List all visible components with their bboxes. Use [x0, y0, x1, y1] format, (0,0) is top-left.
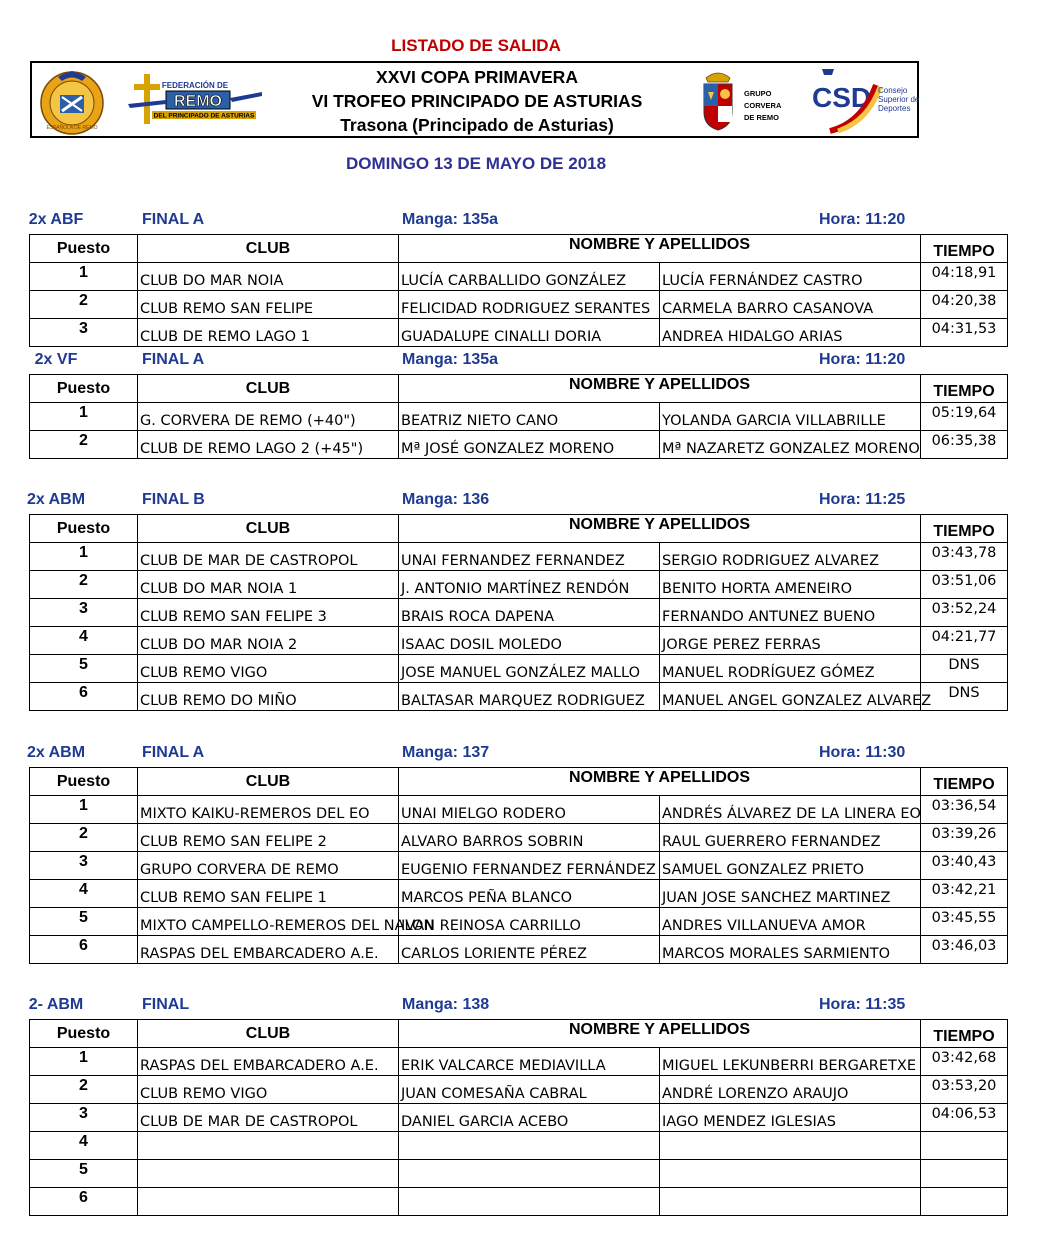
race-final: FINAL A [142, 211, 205, 228]
time-cell: DNS [921, 683, 1008, 711]
table-header-row [30, 515, 1008, 543]
rower-2-cell: JUAN JOSE SANCHEZ MARTINEZ [660, 880, 921, 908]
table-row [30, 543, 1008, 571]
rower-2-cell: ANDREA HIDALGO ARIAS [660, 319, 921, 347]
col-nombre-header: NOMBRE Y APELLIDOS [399, 1020, 921, 1048]
time-cell: 04:18,91 [921, 263, 1008, 291]
time-cell: DNS [921, 655, 1008, 683]
col-puesto-header: Puesto [30, 515, 138, 543]
rower-1-cell: JUAN COMESAÑA CABRAL [399, 1076, 660, 1104]
club-cell: CLUB REMO VIGO [138, 1076, 399, 1104]
position-cell: 4 [30, 1132, 138, 1160]
position-cell: 5 [30, 655, 138, 683]
club-cell: CLUB DE REMO LAGO 2 (+45") [138, 431, 399, 459]
gc-line-1: GRUPO [744, 89, 772, 98]
event-line-2: VI TROFEO PRINCIPADO DE ASTURIAS [311, 91, 643, 111]
rower-1-cell [399, 1132, 660, 1160]
club-cell: CLUB DE REMO LAGO 1 [138, 319, 399, 347]
table-row [30, 403, 1008, 431]
results-table [29, 1019, 1008, 1216]
col-puesto-header: Puesto [30, 1020, 138, 1048]
rower-2-cell [660, 1188, 921, 1216]
table-header-row [30, 1020, 1008, 1048]
table-row [30, 936, 1008, 964]
rower-1-cell: CARLOS LORIENTE PÉREZ [399, 936, 660, 964]
position-cell: 1 [30, 1048, 138, 1076]
csd-mark: CSD [812, 82, 872, 113]
time-cell: 03:51,06 [921, 571, 1008, 599]
table-row [30, 824, 1008, 852]
rower-2-cell: SERGIO RODRIGUEZ ALVAREZ [660, 543, 921, 571]
table-row [30, 599, 1008, 627]
time-cell: 04:06,53 [921, 1104, 1008, 1132]
club-cell: CLUB REMO SAN FELIPE [138, 291, 399, 319]
rower-1-cell: LUCÍA CARBALLIDO GONZÁLEZ [399, 263, 660, 291]
club-cell [138, 1160, 399, 1188]
rower-1-cell: GUADALUPE CINALLI DORIA [399, 319, 660, 347]
col-club-header: CLUB [138, 515, 399, 543]
table-row [30, 1160, 1008, 1188]
race-event: 2- ABM [28, 996, 84, 1013]
results-table [29, 234, 1008, 347]
event-line-1: XXVI COPA PRIMAVERA [376, 67, 578, 87]
race-time: Hora: 11:25 [819, 491, 906, 508]
race-header [0, 741, 952, 763]
col-nombre-header: NOMBRE Y APELLIDOS [399, 768, 921, 796]
rower-1-cell: UNAI MIELGO RODERO [399, 796, 660, 824]
rower-1-cell: ISAAC DOSIL MOLEDO [399, 627, 660, 655]
col-nombre-header: NOMBRE Y APELLIDOS [399, 515, 921, 543]
rower-2-cell: JORGE PEREZ FERRAS [660, 627, 921, 655]
position-cell: 6 [30, 683, 138, 711]
position-cell: 2 [30, 291, 138, 319]
position-cell: 1 [30, 263, 138, 291]
rower-2-cell: ANDRÉ LORENZO ARAUJO [660, 1076, 921, 1104]
event-line-3: Trasona (Principado de Asturias) [340, 115, 614, 135]
club-cell: G. CORVERA DE REMO (+40") [138, 403, 399, 431]
position-cell: 1 [30, 403, 138, 431]
position-cell: 4 [30, 880, 138, 908]
rower-1-cell: Mª JOSÉ GONZALEZ MORENO [399, 431, 660, 459]
race-manga: Manga: 138 [402, 996, 490, 1013]
time-cell: 03:45,55 [921, 908, 1008, 936]
results-table [29, 514, 1008, 711]
club-cell: CLUB REMO SAN FELIPE 2 [138, 824, 399, 852]
time-cell: 03:43,78 [921, 543, 1008, 571]
rower-2-cell: MANUEL RODRÍGUEZ GÓMEZ [660, 655, 921, 683]
race-manga: Manga: 136 [402, 491, 490, 508]
col-nombre-header: NOMBRE Y APELLIDOS [399, 375, 921, 403]
csd-line-1: Consejo [878, 86, 908, 95]
time-cell [921, 1188, 1008, 1216]
rower-2-cell: MARCOS MORALES SARMIENTO [660, 936, 921, 964]
time-cell: 04:21,77 [921, 627, 1008, 655]
rower-1-cell: BEATRIZ NIETO CANO [399, 403, 660, 431]
time-cell: 03:36,54 [921, 796, 1008, 824]
time-cell: 03:39,26 [921, 824, 1008, 852]
grupo-corvera-text-logo [744, 87, 794, 123]
rower-2-cell: YOLANDA GARCIA VILLABRILLE [660, 403, 921, 431]
rower-1-cell: ALVARO BARROS SOBRIN [399, 824, 660, 852]
rower-1-cell: IVAN REINOSA CARRILLO [399, 908, 660, 936]
table-row [30, 319, 1008, 347]
frpa-main-text: REMO [174, 93, 222, 110]
club-cell: CLUB REMO DO MIÑO [138, 683, 399, 711]
race-event: 2x ABM [26, 491, 86, 508]
race-time: Hora: 11:30 [819, 744, 906, 761]
frpa-top-text: FEDERACIÓN DE [161, 81, 229, 90]
position-cell: 5 [30, 908, 138, 936]
time-cell [921, 1132, 1008, 1160]
race-final: FINAL B [142, 491, 205, 508]
rower-1-cell: UNAI FERNANDEZ FERNANDEZ [399, 543, 660, 571]
club-cell: CLUB DE MAR DE CASTROPOL [138, 543, 399, 571]
rower-2-cell: ANDRES VILLANUEVA AMOR [660, 908, 921, 936]
col-tiempo-header: TIEMPO [921, 515, 1008, 543]
position-cell: 6 [30, 936, 138, 964]
csd-line-3: Deportes [878, 104, 911, 113]
club-cell: CLUB DO MAR NOIA 1 [138, 571, 399, 599]
rower-2-cell [660, 1132, 921, 1160]
race-header [0, 348, 952, 370]
position-cell: 1 [30, 543, 138, 571]
position-cell: 1 [30, 796, 138, 824]
table-row [30, 1048, 1008, 1076]
table-row [30, 683, 1008, 711]
position-cell: 2 [30, 1076, 138, 1104]
time-cell: 03:42,68 [921, 1048, 1008, 1076]
position-cell: 6 [30, 1188, 138, 1216]
club-cell: CLUB DO MAR NOIA 2 [138, 627, 399, 655]
position-cell: 3 [30, 319, 138, 347]
table-row [30, 627, 1008, 655]
rower-1-cell: BRAIS ROCA DAPENA [399, 599, 660, 627]
col-tiempo-header: TIEMPO [921, 375, 1008, 403]
frpa-bottom-text: DEL PRINCIPADO DE ASTURIAS [153, 112, 255, 120]
race-final: FINAL A [142, 351, 205, 368]
col-tiempo-header: TIEMPO [921, 768, 1008, 796]
table-row [30, 908, 1008, 936]
club-cell: CLUB REMO SAN FELIPE 1 [138, 880, 399, 908]
position-cell: 5 [30, 1160, 138, 1188]
club-cell: RASPAS DEL EMBARCADERO A.E. [138, 936, 399, 964]
race-final: FINAL [142, 996, 190, 1013]
time-cell: 03:46,03 [921, 936, 1008, 964]
rower-1-cell: JOSE MANUEL GONZÁLEZ MALLO [399, 655, 660, 683]
race-event: 2x ABF [28, 211, 84, 228]
race-time: Hora: 11:20 [819, 211, 906, 228]
col-puesto-header: Puesto [30, 375, 138, 403]
club-cell: MIXTO CAMPELLO-REMEROS DEL NALON [138, 908, 399, 936]
time-cell: 04:31,53 [921, 319, 1008, 347]
club-cell: CLUB DE MAR DE CASTROPOL [138, 1104, 399, 1132]
race-manga: Manga: 135a [402, 211, 499, 228]
rower-2-cell: MANUEL ANGEL GONZALEZ ALVAREZ [660, 683, 921, 711]
rower-2-cell: Mª NAZARETZ GONZALEZ MORENO [660, 431, 921, 459]
document-title: LISTADO DE SALIDA [391, 36, 561, 55]
rower-1-cell [399, 1160, 660, 1188]
table-row [30, 655, 1008, 683]
table-header-row [30, 235, 1008, 263]
gc-line-3: DE REMO [744, 113, 780, 122]
rower-1-cell: J. ANTONIO MARTÍNEZ RENDÓN [399, 571, 660, 599]
results-table [29, 767, 1008, 964]
table-row [30, 1104, 1008, 1132]
time-cell [921, 1160, 1008, 1188]
rower-1-cell [399, 1188, 660, 1216]
club-cell: GRUPO CORVERA DE REMO [138, 852, 399, 880]
rower-1-cell: MARCOS PEÑA BLANCO [399, 880, 660, 908]
race-time: Hora: 11:20 [819, 351, 906, 368]
rower-2-cell: SAMUEL GONZALEZ PRIETO [660, 852, 921, 880]
time-cell: 03:42,21 [921, 880, 1008, 908]
club-cell: CLUB REMO SAN FELIPE 3 [138, 599, 399, 627]
club-cell: CLUB DO MAR NOIA [138, 263, 399, 291]
col-club-header: CLUB [138, 235, 399, 263]
table-row [30, 1188, 1008, 1216]
rower-1-cell: FELICIDAD RODRIGUEZ SERANTES [399, 291, 660, 319]
col-club-header: CLUB [138, 768, 399, 796]
rower-2-cell: LUCÍA FERNÁNDEZ CASTRO [660, 263, 921, 291]
col-puesto-header: Puesto [30, 768, 138, 796]
table-row [30, 1132, 1008, 1160]
gc-line-2: CORVERA [744, 101, 782, 110]
club-cell [138, 1188, 399, 1216]
col-nombre-header: NOMBRE Y APELLIDOS [399, 235, 921, 263]
time-cell: 03:40,43 [921, 852, 1008, 880]
table-row [30, 852, 1008, 880]
rower-2-cell: IAGO MENDEZ IGLESIAS [660, 1104, 921, 1132]
csd-logo [810, 65, 920, 135]
table-header-row [30, 768, 1008, 796]
rower-2-cell: ANDRÉS ÁLVAREZ DE LA LINERA EO [660, 796, 921, 824]
race-event: 2x ABM [26, 744, 86, 761]
time-cell: 03:53,20 [921, 1076, 1008, 1104]
race-final: FINAL A [142, 744, 205, 761]
table-header-row [30, 375, 1008, 403]
race-manga: Manga: 137 [402, 744, 490, 761]
rower-2-cell: RAUL GUERRERO FERNANDEZ [660, 824, 921, 852]
corvera-shield-logo [698, 68, 738, 134]
col-tiempo-header: TIEMPO [921, 1020, 1008, 1048]
rower-1-cell: EUGENIO FERNANDEZ FERNÁNDEZ [399, 852, 660, 880]
position-cell: 3 [30, 1104, 138, 1132]
race-header [0, 488, 952, 510]
club-cell: MIXTO KAIKU-REMEROS DEL EO [138, 796, 399, 824]
rower-2-cell: BENITO HORTA AMENEIRO [660, 571, 921, 599]
table-row [30, 263, 1008, 291]
fer-logo-text: ESPAÑOLA DE REMO [46, 125, 98, 131]
csd-line-2: Superior de [878, 95, 920, 104]
race-header [0, 208, 952, 230]
rower-2-cell: MIGUEL LEKUNBERRI BERGARETXE [660, 1048, 921, 1076]
race-manga: Manga: 135a [402, 351, 499, 368]
rower-1-cell: DANIEL GARCIA ACEBO [399, 1104, 660, 1132]
table-row [30, 1076, 1008, 1104]
rower-2-cell: FERNANDO ANTUNEZ BUENO [660, 599, 921, 627]
table-row [30, 431, 1008, 459]
race-time: Hora: 11:35 [819, 996, 906, 1013]
race-date: DOMINGO 13 DE MAYO DE 2018 [345, 154, 607, 173]
position-cell: 2 [30, 824, 138, 852]
race-event: 2x VF [34, 351, 78, 368]
rower-1-cell: ERIK VALCARCE MEDIAVILLA [399, 1048, 660, 1076]
position-cell: 4 [30, 627, 138, 655]
time-cell: 06:35,38 [921, 431, 1008, 459]
col-puesto-header: Puesto [30, 235, 138, 263]
frpa-logo [126, 70, 266, 130]
time-cell: 05:19,64 [921, 403, 1008, 431]
rower-1-cell: BALTASAR MARQUEZ RODRIGUEZ [399, 683, 660, 711]
club-cell [138, 1132, 399, 1160]
time-cell: 04:20,38 [921, 291, 1008, 319]
position-cell: 2 [30, 431, 138, 459]
col-club-header: CLUB [138, 375, 399, 403]
col-club-header: CLUB [138, 1020, 399, 1048]
fer-logo [36, 65, 108, 137]
club-cell: RASPAS DEL EMBARCADERO A.E. [138, 1048, 399, 1076]
table-row [30, 796, 1008, 824]
event-header [30, 61, 919, 138]
col-tiempo-header: TIEMPO [921, 235, 1008, 263]
table-row [30, 880, 1008, 908]
event-title [272, 63, 682, 137]
position-cell: 3 [30, 852, 138, 880]
race-header [0, 993, 952, 1015]
table-row [30, 291, 1008, 319]
results-table [29, 374, 1008, 459]
position-cell: 3 [30, 599, 138, 627]
club-cell: CLUB REMO VIGO [138, 655, 399, 683]
table-row [30, 571, 1008, 599]
position-cell: 2 [30, 571, 138, 599]
rower-2-cell: CARMELA BARRO CASANOVA [660, 291, 921, 319]
rower-2-cell [660, 1160, 921, 1188]
time-cell: 03:52,24 [921, 599, 1008, 627]
